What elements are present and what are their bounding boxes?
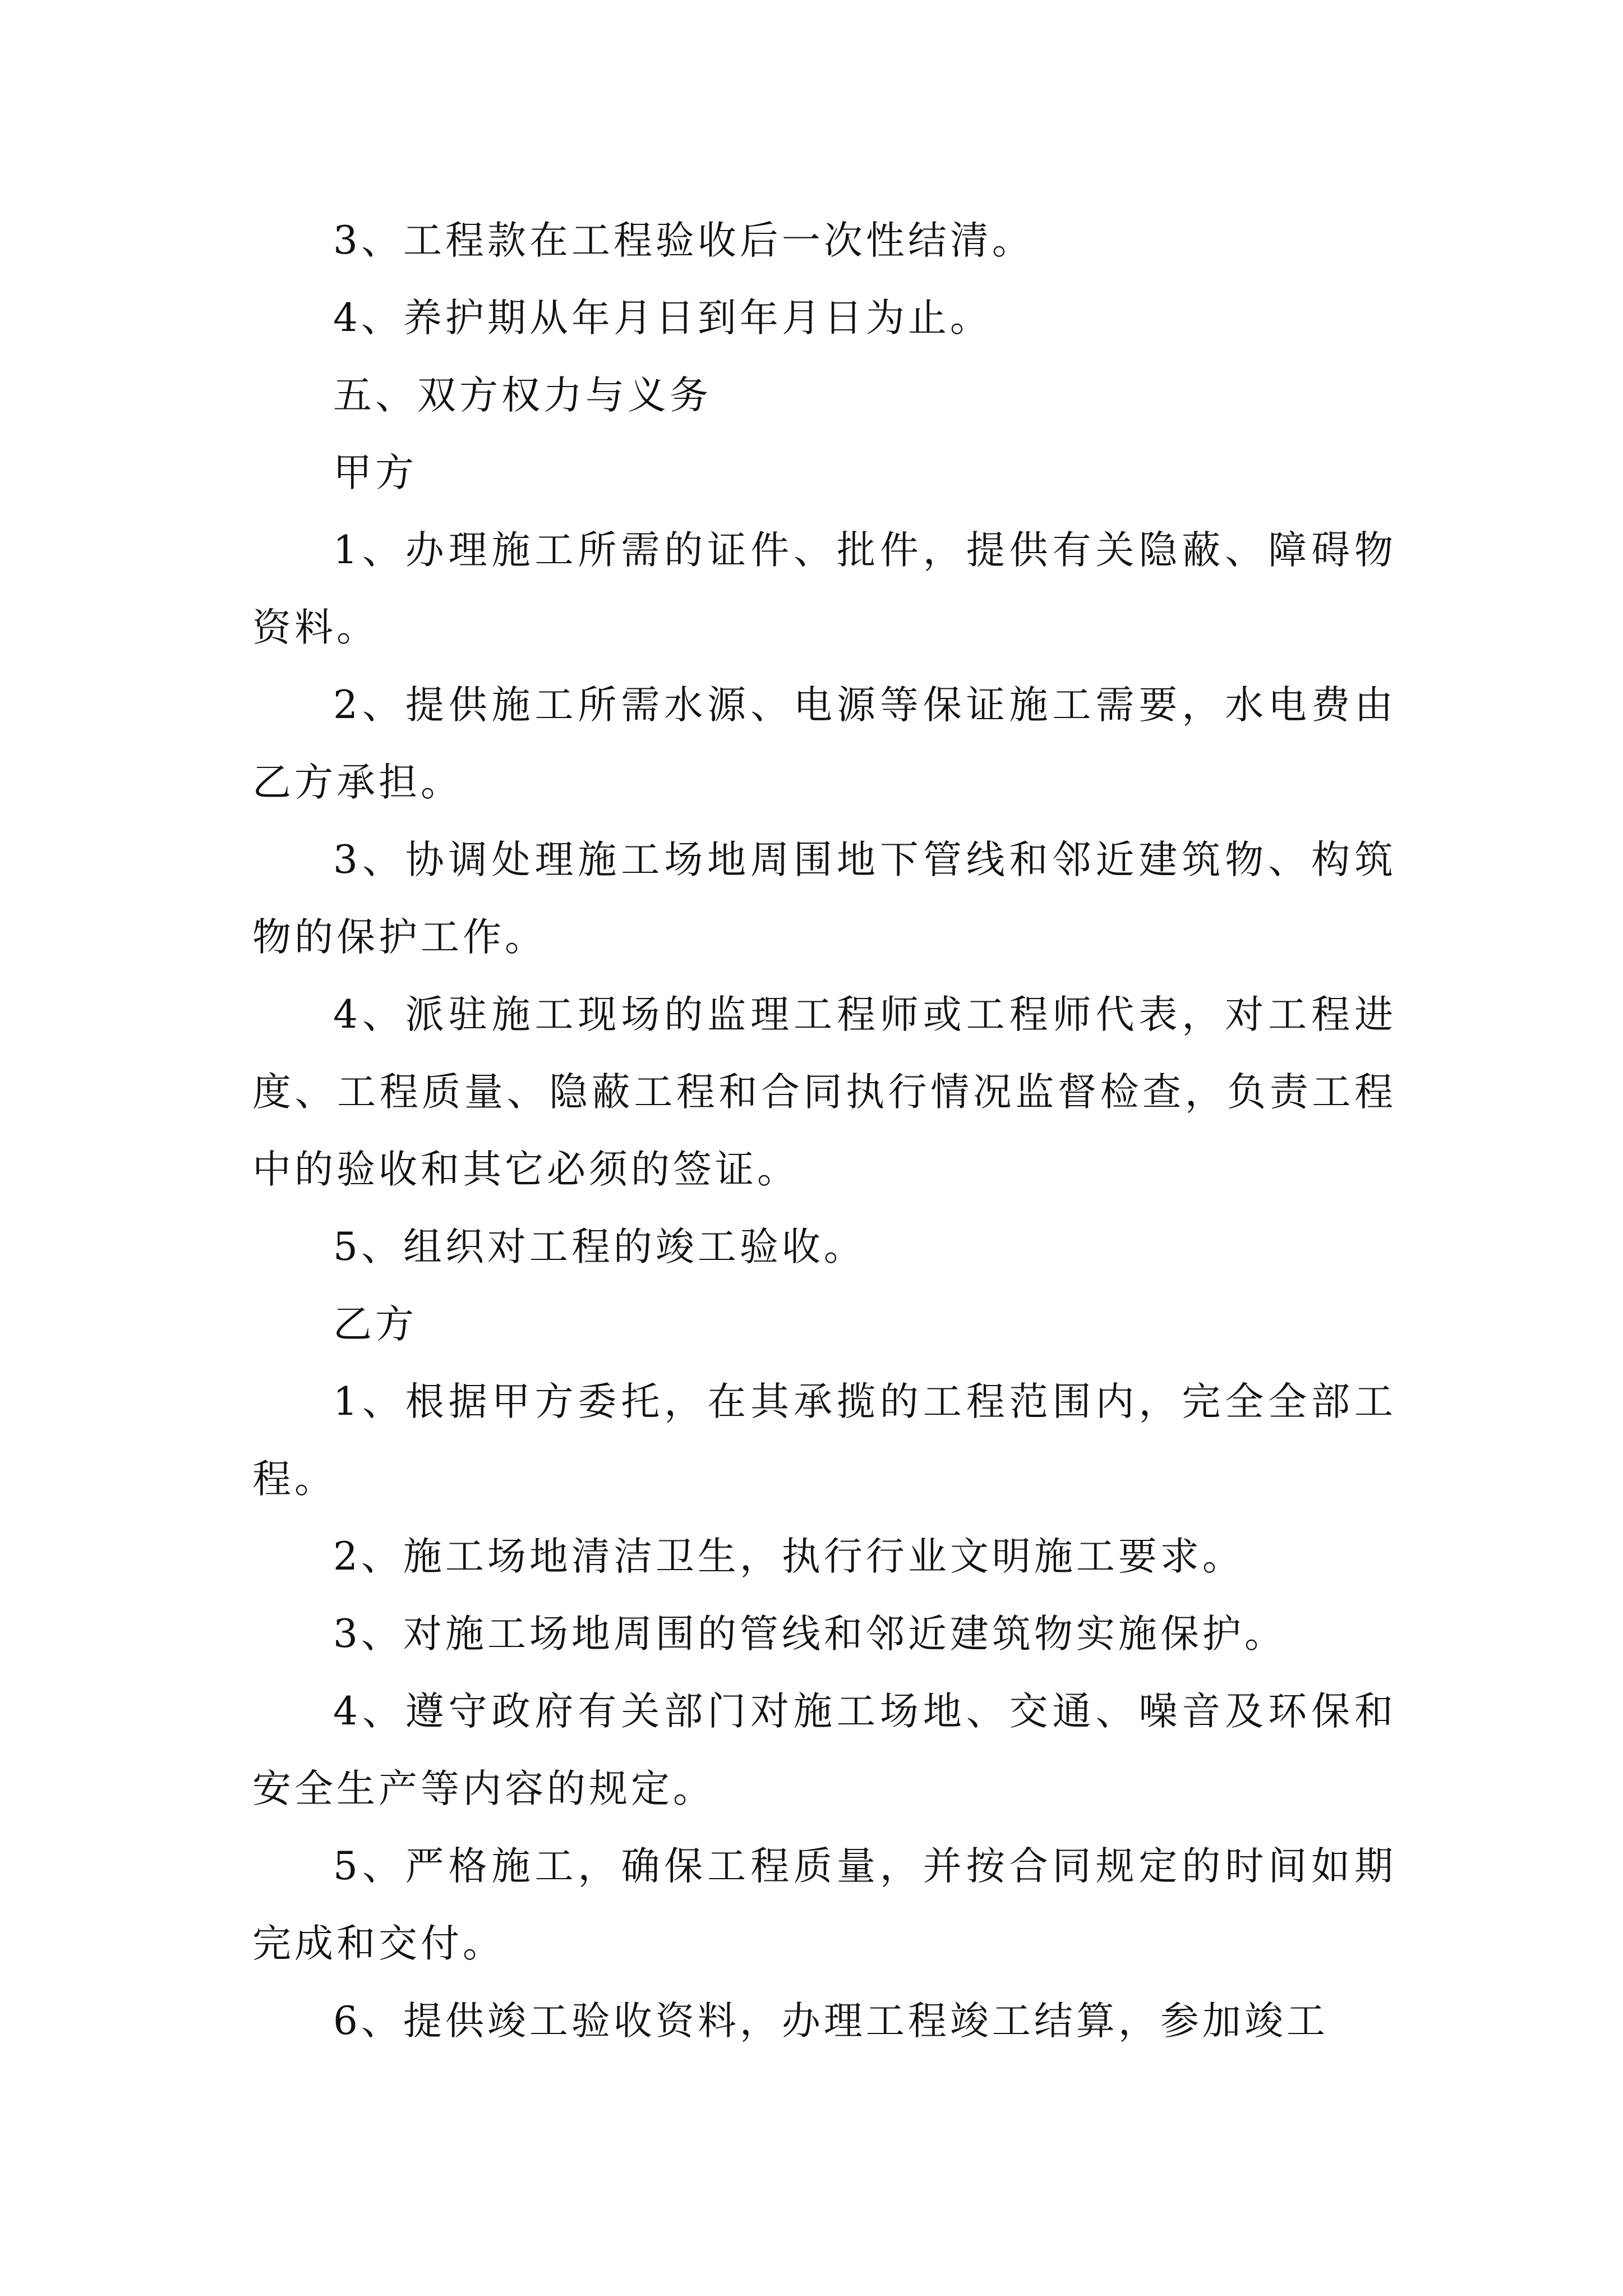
party-a-item-3: 3、协调处理施工场地周围地下管线和邻近建筑物、构筑物的保护工作。	[252, 838, 1396, 960]
party-a-item-4: 4、派驻施工现场的监理工程师或工程师代表，对工程进度、工程质量、隐蔽工程和合同执行情况监督检查，负责工程中的验收和其它必须的签证。	[252, 992, 1396, 1192]
party-b-item-6: 6、提供竣工验收资料，办理工程竣工结算，参加竣工	[333, 1999, 1329, 2044]
paragraph-payment-settlement: 3、工程款在工程验收后一次性结清。	[333, 218, 1034, 263]
party-b-item-2: 2、施工场地清洁卫生，执行行业文明施工要求。	[333, 1534, 1244, 1579]
party-a-item-5: 5、组织对工程的竣工验收。	[333, 1225, 866, 1269]
party-b-item-5: 5、严格施工，确保工程质量，并按合同规定的时间如期完成和交付。	[252, 1844, 1396, 1966]
party-b-item-1: 1、根据甲方委托，在其承揽的工程范围内，完全全部工程。	[252, 1379, 1396, 1502]
party-b-heading: 乙方	[333, 1302, 417, 1347]
party-b-item-4: 4、遵守政府有关部门对施工场地、交通、噪音及环保和安全生产等内容的规定。	[252, 1689, 1396, 1811]
section-heading-rights-obligations: 五、双方权力与义务	[333, 373, 712, 418]
paragraph-maintenance-period: 4、养护期从年月日到年月日为止。	[333, 296, 992, 341]
party-a-heading: 甲方	[333, 450, 417, 495]
party-b-item-3: 3、对施工场地周围的管线和邻近建筑物实施保护。	[333, 1612, 1287, 1657]
document-page	[252, 202, 1396, 2060]
party-a-item-2: 2、提供施工所需水源、电源等保证施工需要，水电费由乙方承担。	[252, 683, 1396, 805]
party-a-item-1: 1、办理施工所需的证件、批件，提供有关隐蔽、障碍物资料。	[252, 528, 1396, 650]
